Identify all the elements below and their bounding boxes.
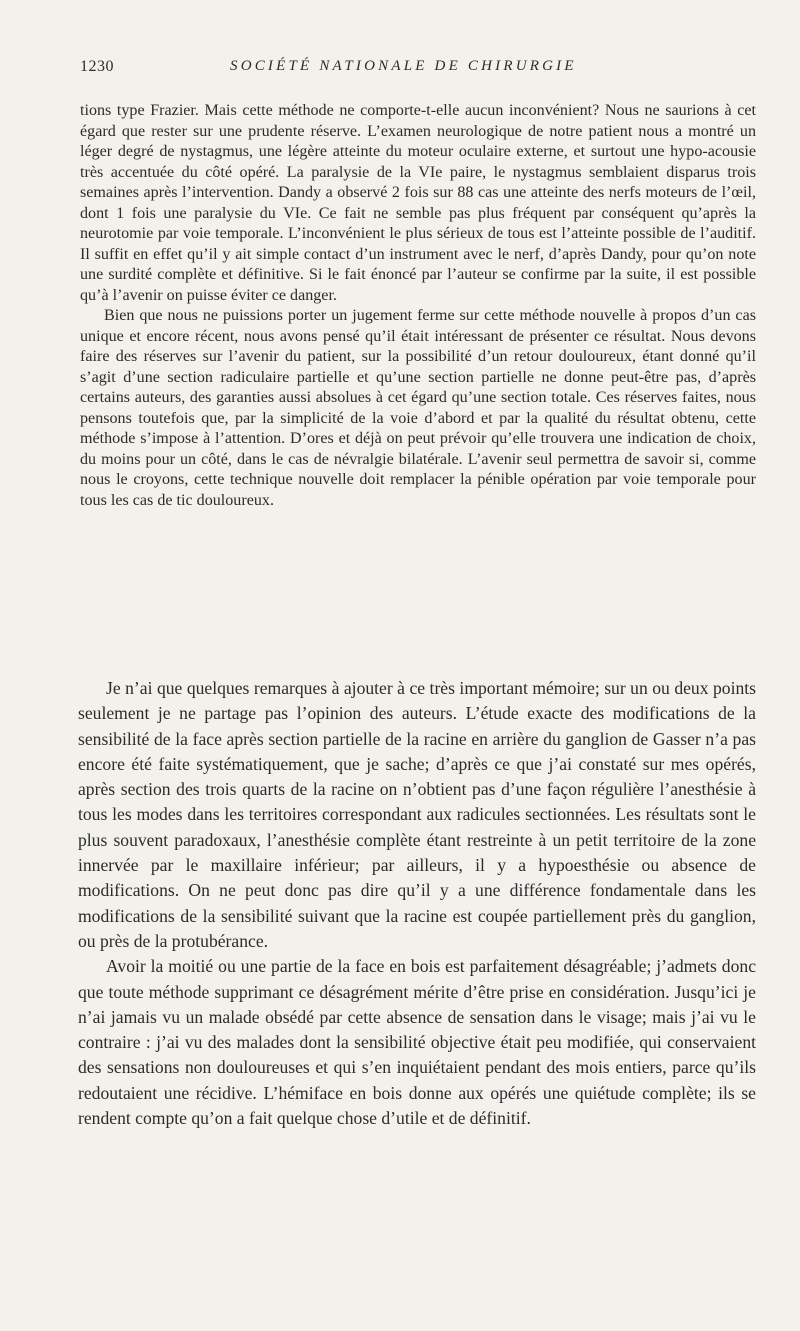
paragraph: Bien que nous ne puissions porter un jugement ferme sur cette méthode nouvelle à propos d’un cas unique et encore récent, nous avons pensé qu’il était intéressant de présenter ce résultat. Nous devons faire des réserves sur l’avenir du patient, sur la possibilité d’un retour douloureux, étant donné qu’il s’agit d’une section radiculaire partielle et qu’une section partielle ne donne peut-être pas, d’après certains auteurs, des garanties aussi absolues à cet égard qu’une section totale. Ces réserves faites, nous pensons toutefois que, par la simplicité de la voie d’abord et par la qualité du résultat obtenu, cette méthode s’impose à l’attention. D’ores et déjà on peut prévoir qu’elle trouvera une indication de choix, du moins pour un côté, dans le cas de névralgie bilatérale. L’avenir seul permettra de savoir si, comme nous le croyons, cette technique nouvelle doit remplacer la pénible opération par voie temporale pour tous les cas de tic douloureux. (80, 307, 756, 509)
paragraph: tions type Frazier. Mais cette méthode ne comporte-t-elle aucun inconvénient? Nous ne saurions à cet égard que rester sur une prudente réserve. L’examen neurologique de notre patient nous a montré un léger degré de nystagmus, une légère atteinte du moteur oculaire externe, et surtout une hypo-acousie très accentuée du côté opéré. La paralysie de la VIe paire, le nystagmus semblaient disparus trois semaines après l’intervention. Dandy a observé 2 fois sur 88 cas une atteinte des nerfs moteurs de l’œil, dont 1 fois une paralysie du VIe. Ce fait ne semble pas plus fréquent par conséquent qu’après la neurotomie par voie temporale. L’inconvénient le plus sérieux de tous est l’atteinte possible de l’auditif. Il suffit en effet qu’il y ait simple contact d’un instrument avec le nerf, d’après Dandy, pour qu’on note une surdité complète et définitive. Si le fait énoncé par l’auteur se confirme par la suite, il est possible qu’à l’avenir on puisse éviter ce danger. (80, 102, 756, 304)
running-head: SOCIÉTÉ NATIONALE DE CHIRURGIE (230, 58, 577, 74)
page-header (80, 58, 760, 80)
paragraph: Je n’ai que quelques remarques à ajouter à ce très important mémoire; sur un ou deux points seulement je ne partage pas l’opinion des auteurs. L’étude exacte des modifications de la sensibilité de la face après section partielle de la racine en arrière du ganglion de Gasser n’a pas encore été faite systématiquement, que je sache; d’après ce que j’ai constaté sur mes opérés, après section des trois quarts de la racine on n’obtient pas d’une façon régulière l’anesthésie à tous les modes dans les territoires correspondant aux radicules sectionnées. Les résultats sont le plus souvent paradoxaux, l’anesthésie complète étant restreinte à un petit territoire de la zone innervée par le maxillaire inférieur; par ailleurs, il y a hypoesthésie ou absence de modifications. On ne peut donc pas dire qu’il y a une différence fondamentale dans les modifications de la sensibilité suivant que la racine est coupée partiellement près du ganglion, ou près de la protubérance. (78, 678, 756, 951)
commentary-text (78, 676, 756, 1131)
paragraph: Avoir la moitié ou une partie de la face en bois est parfaitement désagréable; j’admets donc que toute méthode supprimant ce désagrément mérite d’être prise en considération. Jusqu’ici je n’ai jamais vu un malade obsédé par cette absence de sensation dans le visage; mais j’ai vu le contraire : j’ai vu des malades dont la sensibilité objective était peu modifiée, qui conservaient des sensations non douloureuses et qui s’en inquiétaient pendant des mois entiers, parce qu’ils redoutaient une récidive. L’hémiface en bois donne aux opérés une quiétude complète; ils se rendent compte qu’on a fait quelque chose d’utile et de définitif. (78, 956, 756, 1129)
page-number: 1230 (80, 58, 114, 75)
quoted-report-text (80, 101, 756, 511)
